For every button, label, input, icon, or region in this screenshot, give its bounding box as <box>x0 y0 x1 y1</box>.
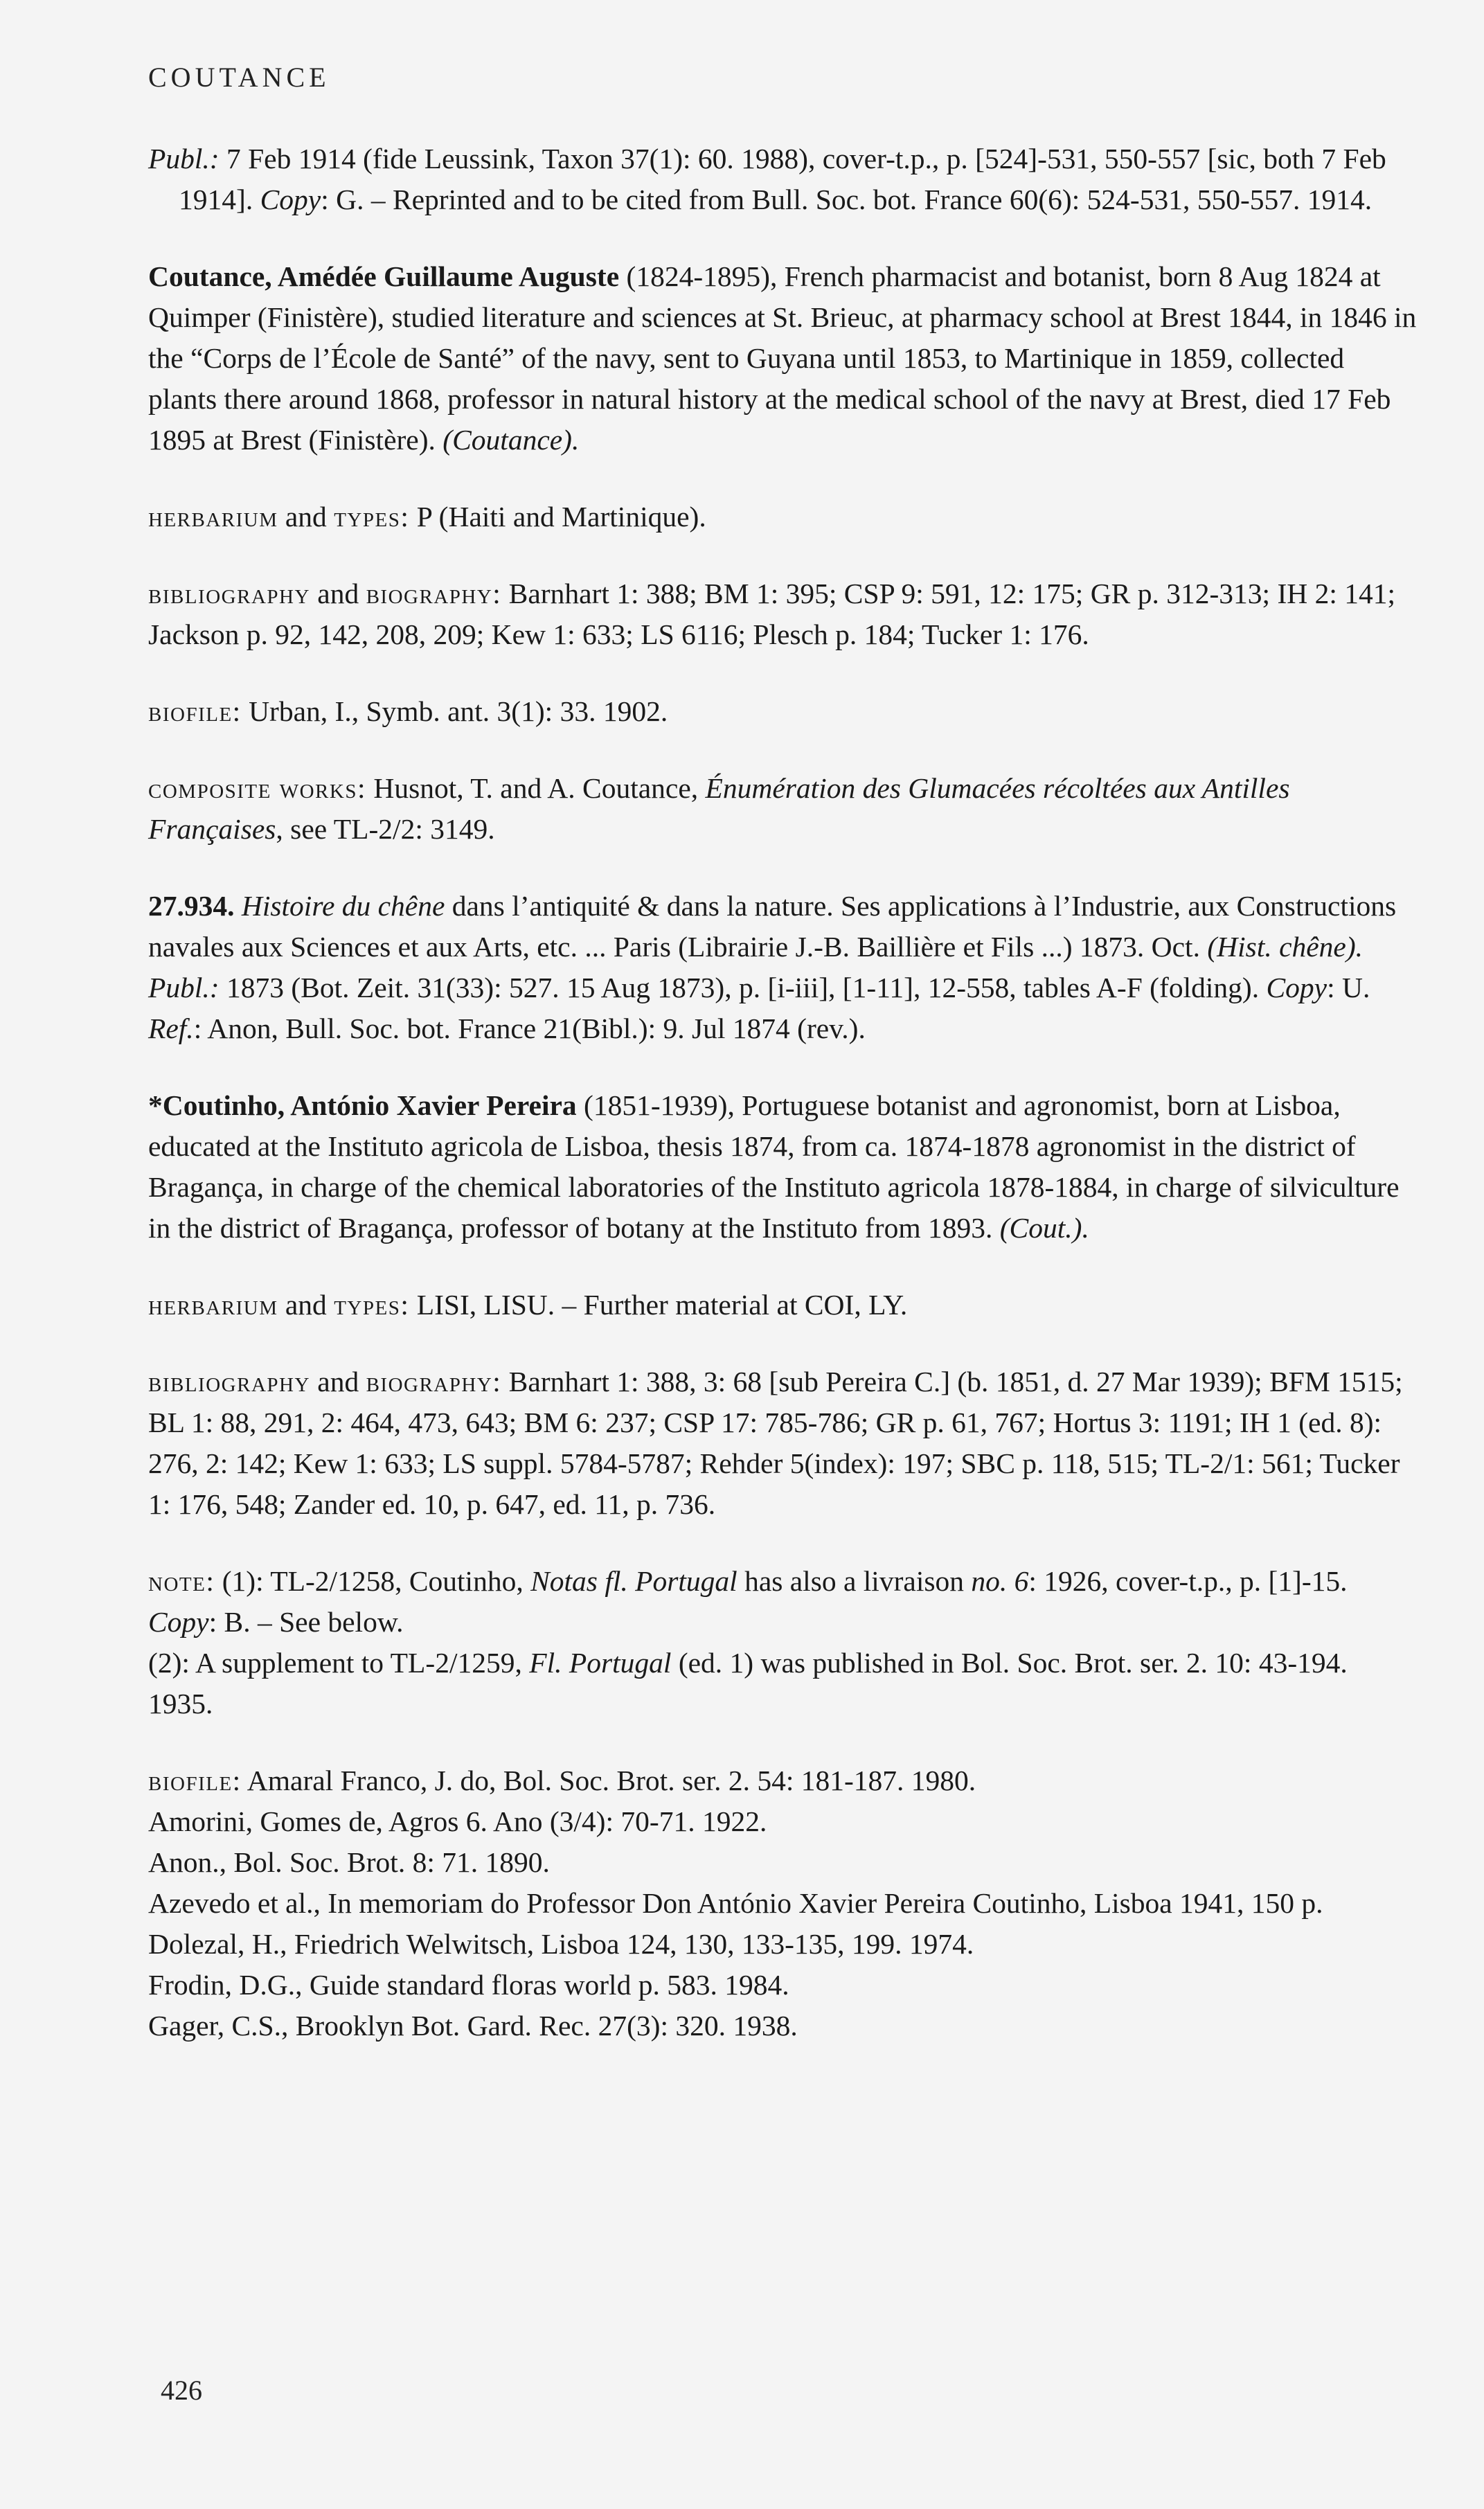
note-label: note: <box>148 1565 215 1597</box>
note-title: Notas fl. Portugal <box>530 1565 737 1597</box>
coutinho-biofile-item <box>148 1760 1417 1801</box>
biofile-label: biofile: <box>148 695 242 727</box>
coutinho-note-2 <box>148 1643 1417 1724</box>
publication-note-top <box>148 139 1417 220</box>
page-body <box>148 139 1417 2046</box>
coutance-name: Coutance, Amédée Guillaume Auguste <box>148 260 620 292</box>
and-text: and <box>278 1289 334 1321</box>
coutinho-biofile-item: Dolezal, H., Friedrich Welwitsch, Lisboa 124, 130, 133-135, 199. 1974. <box>148 1928 974 1960</box>
running-head: COUTANCE <box>148 62 330 93</box>
coutinho-name: *Coutinho, António Xavier Pereira <box>148 1089 577 1121</box>
coutinho-biofile-item: Gager, C.S., Brooklyn Bot. Gard. Rec. 27(3): 320. 1938. <box>148 2010 798 2042</box>
publ-text: 7 Feb 1914 (fide Leussink, Taxon 37(1): 60. 1988), cover-t.p., p. [524]-531, 550-557 [sic, both 7 Feb 1914]. <box>179 143 1386 215</box>
note-text: has also a livraison <box>737 1565 972 1597</box>
bibliography-text: Barnhart 1: 388; BM 1: 395; CSP 9: 591, 12: 175; GR p. 312-313; IH 2: 141; Jackson p. 92, 142, 208, 209; Kew 1: 633; LS 6116; Plesch p. 184; Tucker 1: 176. <box>148 578 1396 650</box>
biofile-text: Urban, I., Symb. ant. 3(1): 33. 1902. <box>241 695 668 727</box>
entry-27-934 <box>148 886 1417 967</box>
publ-label: Publ.: <box>148 972 220 1003</box>
composite-text: Husnot, T. and A. Coutance, <box>366 772 706 804</box>
note-no: no. 6 <box>971 1565 1029 1597</box>
note-text: : 1926, cover-t.p., p. [1]-15. <box>1028 1565 1348 1597</box>
coutinho-note-1 <box>148 1561 1417 1643</box>
coutinho-abbrev: (Cout.). <box>999 1212 1089 1244</box>
coutance-herbarium <box>148 497 1417 537</box>
publ-text: 1873 (Bot. Zeit. 31(33): 527. 15 Aug 1873), p. [i-iii], [1-11], 12-558, tables A-F (folding). <box>219 972 1267 1003</box>
page-number: 426 <box>161 2375 202 2406</box>
coutinho-bibliography <box>148 1361 1417 1525</box>
composite-title: Énumération des Glumacées récoltées aux Antilles Françaises <box>148 772 1290 845</box>
bibliography-label: bibliography <box>148 1366 310 1398</box>
coutinho-herbarium <box>148 1285 1417 1325</box>
and-text: and <box>310 578 366 609</box>
types-label: types: <box>334 501 410 533</box>
entry-number: 27.934. <box>148 890 235 922</box>
note-text: (1): TL-2/1258, Coutinho, <box>215 1565 531 1597</box>
coutinho-biofile-item: Anon., Bol. Soc. Brot. 8: 71. 1890. <box>148 1846 550 1878</box>
herbarium-text: P (Haiti and Martinique). <box>409 501 706 533</box>
copy-label: Copy <box>260 184 321 215</box>
entry-text: dans l’antiquité & dans la nature. Ses applications à l’Industrie, aux Constructions navales aux Sciences et aux Arts, etc. ... Paris (Librairie J.-B. Baillière et Fils ...) 1873. Oct. <box>148 890 1397 963</box>
coutance-biofile <box>148 691 1417 732</box>
coutance-abbrev: (Coutance). <box>442 424 580 456</box>
coutance-entry <box>148 256 1417 461</box>
composite-text: , see TL-2/2: 3149. <box>276 813 495 845</box>
copy-text: : G. – Reprinted and to be cited from Bull. Soc. bot. France 60(6): 524-531, 550-557. 1914. <box>321 184 1373 215</box>
types-label: types: <box>334 1289 410 1321</box>
note-text: (2): A supplement to TL-2/1259, <box>148 1647 530 1679</box>
coutance-bio: (1824-1895), French pharmacist and botanist, born 8 Aug 1824 at Quimper (Finistère), studied literature and sciences at St. Brieuc, at pharmacy school at Brest 1844, in 1846 in the “Corps de l’École de Santé” of the navy, sent to Guyana until 1853, to Martinique in 1859, collected plants there around 1868, professor in natural history at the medical school of the navy at Brest, died 17 Feb 1895 at Brest (Finistère). <box>148 260 1417 456</box>
copy-label: Copy <box>1266 972 1327 1003</box>
copy-label: Copy <box>148 1606 209 1638</box>
coutinho-entry <box>148 1085 1417 1249</box>
copy-text: : U. <box>1327 972 1370 1003</box>
composite-works-label: composite works: <box>148 772 366 804</box>
note-title: Fl. Portugal <box>529 1647 672 1679</box>
coutinho-biofile-item: Frodin, D.G., Guide standard floras world p. 583. 1984. <box>148 1969 789 2001</box>
coutance-bibliography <box>148 573 1417 655</box>
biography-label: biography: <box>366 578 502 609</box>
herbarium-label: herbarium <box>148 501 278 533</box>
ref-label: Ref. <box>148 1012 194 1044</box>
entry-abbrev: (Hist. chêne). <box>1207 931 1364 963</box>
ref-text: : Anon, Bull. Soc. bot. France 21(Bibl.): 9. Jul 1874 (rev.). <box>193 1012 866 1044</box>
entry-publication <box>148 967 1417 1008</box>
and-text: and <box>310 1366 366 1398</box>
note-text: : B. – See below. <box>208 1606 404 1638</box>
coutinho-biofile-item: Azevedo et al., In memoriam do Professor Don António Xavier Pereira Coutinho, Lisboa 1941, 150 p. <box>148 1887 1323 1919</box>
publ-label: Publ.: <box>148 143 220 175</box>
note-text: (ed. 1) was published in Bol. Soc. Brot. ser. 2. 10: 43-194. 1935. <box>148 1647 1348 1720</box>
biofile-label: biofile: <box>148 1765 242 1796</box>
entry-title: Histoire du chêne <box>241 890 445 922</box>
and-text: and <box>278 501 334 533</box>
biography-label: biography: <box>366 1366 502 1398</box>
entry-reference <box>148 1008 1417 1049</box>
coutance-composite-works <box>148 768 1417 850</box>
coutinho-bio: (1851-1939), Portuguese botanist and agronomist, born at Lisboa, educated at the Instituto agricola de Lisboa, thesis 1874, from ca. 1874-1878 agronomist in the district of Bragança, in charge of the chemical laboratories of the Instituto agricola 1878-1884, in charge of silviculture in the district of Bragança, professor of botany at the Instituto from 1893. <box>148 1089 1400 1244</box>
bibliography-label: bibliography <box>148 578 310 609</box>
herbarium-text: LISI, LISU. – Further material at COI, LY. <box>409 1289 908 1321</box>
herbarium-label: herbarium <box>148 1289 278 1321</box>
bibliography-text: Barnhart 1: 388, 3: 68 [sub Pereira C.] (b. 1851, d. 27 Mar 1939); BFM 1515; BL 1: 88, 291, 2: 464, 473, 643; BM 6: 237; CSP 17: 785-786; GR p. 61, 767; Hortus 3: 1191; IH 1 (ed. 8): 276, 2: 142; Kew 1: 633; LS suppl. 5784-5787; Rehder 5(index): 197; SBC p. 118, 515; TL-2/1: 561; Tucker 1: 176, 548; Zander ed. 10, p. 647, ed. 11, p. 736. <box>148 1366 1403 1520</box>
biofile-text: Amaral Franco, J. do, Bol. Soc. Brot. ser. 2. 54: 181-187. 1980. <box>241 1765 976 1796</box>
coutinho-biofile-item: Amorini, Gomes de, Agros 6. Ano (3/4): 70-71. 1922. <box>148 1805 767 1837</box>
